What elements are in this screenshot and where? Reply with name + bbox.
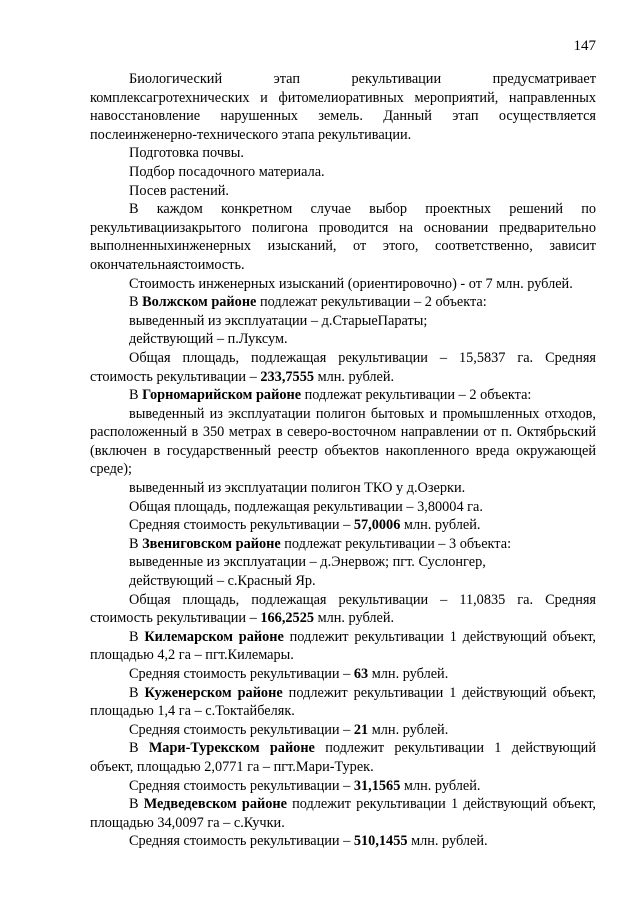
text-segment: подлежит рекультивации 1 действующий объект, площадью 2,0771 га – пгт.Мари-Турек. [90,740,596,775]
paragraph-planting-material: Подбор посадочного материала. [129,163,325,180]
text-segment: Средняя стоимость рекультивации – [129,666,354,682]
text-segment: подлежит рекультивации 1 действующий объект, площадью 1,4 га – с.Токтайбеляк. [90,684,596,720]
text-segment: В [129,684,145,701]
paragraph-kuzhenersky-cost [90,721,596,740]
text-segment: млн. рублей. [368,721,449,738]
text-segment: подлежит рекультивации 1 действующий объект, площадью 4,2 га – пгт.Килемары. [90,628,596,664]
text-segment: В [129,294,143,311]
district-name-volzhsky: Волжском районе [142,294,257,311]
district-name-zvenigovsky: Звениговском районе [142,535,281,552]
paragraph-gornomariysky-cost [90,516,596,535]
cost-value-kuzhenersky: 21 [353,721,369,738]
text-segment: Общая площадь, подлежащая рекультивации – 15,5837 га. Средняя стоимость рекультивации – [90,349,596,385]
district-name-mari-turek: Мари-Турекском районе [148,740,315,757]
paragraph-gornomariysky-landfill-2: выведенный из эксплуатации полигон ТКО у д.Озерки. [129,480,466,497]
cost-value-gornomariysky: 57,0006 [353,517,401,534]
text-segment: подлежат рекультивации – 3 объекта: [280,535,512,552]
paragraph-kilemarsky-cost [90,665,596,684]
text-segment: млн. рублей. [368,666,449,682]
district-name-medvedevsky: Медведевском районе [143,796,287,813]
paragraph-gornomariysky-district [90,386,596,405]
text-segment: млн. рублей. [400,517,481,534]
cost-value-volzhsky: 233,7555 [260,368,314,385]
text-segment: В [129,535,143,552]
paragraph-gornomariysky-area: Общая площадь, подлежащая рекультивации – 3,80004 га. [129,498,483,515]
district-name-kilemarsky: Килемарском районе [144,628,284,645]
paragraph-medvedevsky-cost [90,832,596,851]
paragraph-volzhsky-active: действующий – п.Луксум. [129,331,288,348]
cost-value-medvedevsky: 510,1455 [353,833,408,850]
paragraph-zvenigovsky-decommissioned: выведенные из эксплуатации – д.Энервож; пгт. Суслонгер, [129,554,486,571]
cost-value-mari-turek: 31,1565 [353,777,401,794]
document-body [90,70,596,851]
text-segment: В [129,740,149,757]
text-segment: Средняя стоимость рекультивации – [129,517,354,534]
text-segment: Средняя стоимость рекультивации – [129,777,354,794]
paragraph-volzhsky-district [90,293,596,312]
paragraph-biological-stage: Биологический этап рекультивации предусматривает комплексагротехнических и фитомелиоративных мероприятий, направленных навосстановление нарушенных земель. Данный этап осуществляется послеинженерно-технического этапа рекультивации. [90,71,596,143]
text-segment: Средняя стоимость рекультивации – [129,721,354,738]
text-segment: подлежат рекультивации – 2 объекта: [256,294,487,311]
text-segment: млн. рублей. [314,368,395,385]
paragraph-mari-turek-cost [90,777,596,796]
text-segment: млн. рублей. [314,610,395,627]
text-segment: В [129,628,145,645]
page-number: 147 [573,38,596,54]
paragraph-volzhsky-decommissioned: выведенный из эксплуатации – д.СтарыеПараты; [129,312,428,329]
text-segment: подлежит рекультивации 1 действующий объект, площадью 34,0097 га – с.Кучки. [90,796,596,831]
text-segment: млн. рублей. [400,777,481,794]
paragraph-survey-cost: Стоимость инженерных изысканий (ориентировочно) - от 7 млн. рублей. [129,275,573,292]
paragraph-kuzhenersky-district [90,684,596,721]
paragraph-design-decisions: В каждом конкретном случае выбор проектных решений по рекультивациизакрытого полигона проводится на основании предварительно выполненныхинженерных изысканий, от этого, соответственно, зависит окончательнаястоимость. [90,201,596,273]
paragraph-gornomariysky-landfill-1: выведенный из эксплуатации полигон бытовых и промышленных отходов, расположенный в 350 метрах в северо-восточном направлении от п. Октябрьский (включен в государственный реестр объектов накопленного вреда окружающей среде); [90,405,596,478]
text-segment: подлежат рекультивации – 2 объекта: [301,387,532,404]
text-segment: Средняя стоимость рекультивации – [129,833,354,850]
paragraph-soil-preparation: Подготовка почвы. [129,145,244,162]
text-segment: Общая площадь, подлежащая рекультивации – 11,0835 га. Средняя стоимость рекультивации – [90,591,596,627]
paragraph-zvenigovsky-district [90,535,596,554]
text-segment: В [129,796,144,813]
cost-value-zvenigovsky: 166,2525 [260,610,314,627]
text-segment: В [129,387,143,404]
paragraph-volzhsky-cost [90,349,596,386]
paragraph-zvenigovsky-cost [90,591,596,628]
district-name-kuzhenersky: Куженерском районе [144,684,283,701]
district-name-gornomariysky: Горномарийском районе [142,387,302,404]
paragraph-medvedevsky-district [90,795,596,832]
cost-value-kilemarsky: 63 [353,666,369,682]
paragraph-zvenigovsky-active: действующий – с.Красный Яр. [129,573,316,590]
paragraph-mari-turek-district [90,739,596,776]
paragraph-sowing: Посев растений. [129,182,229,199]
text-segment: млн. рублей. [407,833,488,850]
paragraph-kilemarsky-district [90,628,596,665]
